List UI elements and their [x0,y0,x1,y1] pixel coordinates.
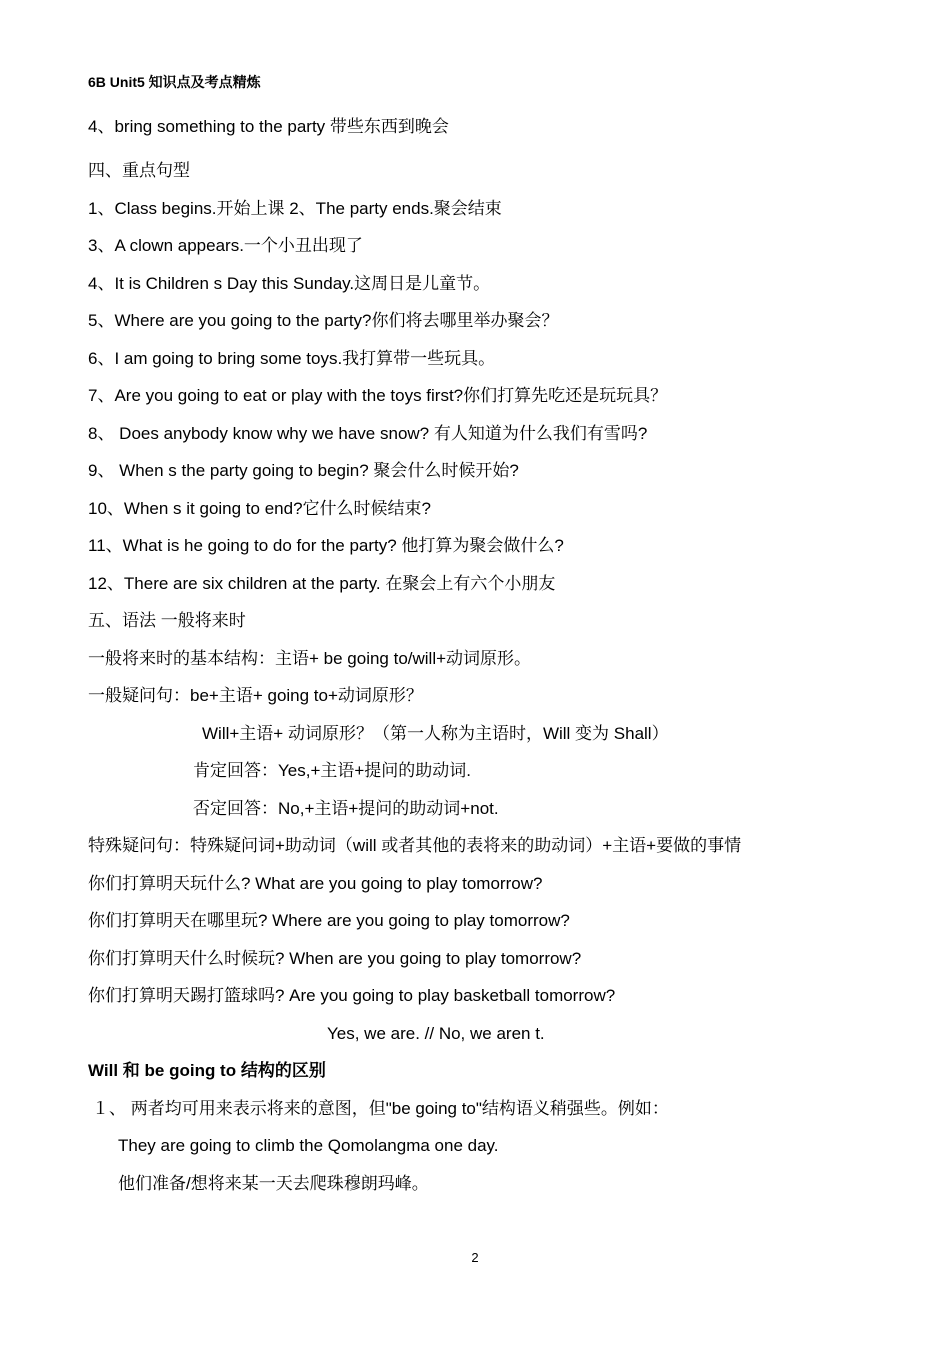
grammar-basic-structure: 一般将来时的基本结构：主语+ be going to/will+动词原形。 [88,649,532,668]
sentence-3: 3、A clown appears.一个小丑出现了 [88,236,363,255]
sentence-7: 7、Are you going to eat or play with the toys first?你们打算先吃还是玩玩具？ [88,386,668,405]
grammar-special-question: 特殊疑问句：特殊疑问词+助动词（will 或者其他的表将来的助动词）+主语+要做的事情 [88,836,742,855]
grammar-positive-answer: 肯定回答：Yes,+主语+提问的助动词. [193,761,472,780]
sentence-8: 8、 Does anybody know why we have snow? 有人知道为什么我们有雪吗? [88,424,648,443]
example-when: 你们打算明天什么时候玩? When are you going to play tomorrow? [88,949,582,968]
sentence-10: 10、When s it going to end?它什么时候结束? [88,499,431,518]
sentence-5: 5、Where are you going to the party?你们将去哪里举办聚会？ [88,311,559,330]
example-where: 你们打算明天在哪里玩? Where are you going to play tomorrow? [88,911,570,930]
grammar-general-question: 一般疑问句：be+主语+ going to+动词原形？ [88,686,423,705]
page-header: 6B Unit5 知识点及考点精炼 [88,74,261,90]
example-english: They are going to climb the Qomolangma one day. [118,1136,499,1155]
grammar-will-question: Will+主语+ 动词原形？（第一人称为主语时，Will 变为 Shall） [202,724,669,743]
example-basketball: 你们打算明天踢打篮球吗? Are you going to play basketball tomorrow? [88,986,616,1005]
section-heading-grammar: 五、语法 一般将来时 [88,611,246,630]
sentence-6: 6、I am going to bring some toys.我打算带一些玩具。 [88,349,496,368]
vocab-item-4: 4、bring something to the party 带些东西到晚会 [88,117,449,136]
example-chinese: 他们准备/想将来某一天去爬珠穆朗玛峰。 [118,1174,429,1193]
heading-will-vs-going-to: Will 和 be going to 结构的区别 [88,1061,326,1080]
example-what: 你们打算明天玩什么? What are you going to play tomorrow? [88,874,543,893]
sentence-11: 11、What is he going to do for the party? 他打算为聚会做什么? [88,536,564,555]
section-heading-key-sentences: 四、重点句型 [88,161,190,180]
sentence-1-2: 1、Class begins.开始上课 2、The party ends.聚会结束 [88,199,502,218]
page-number: 2 [471,1250,479,1265]
sentence-12: 12、There are six children at the party. 在聚会上有六个小朋友 [88,574,556,593]
sentence-4: 4、It is Children s Day this Sunday.这周日是儿童节。 [88,274,491,293]
grammar-negative-answer: 否定回答：No,+主语+提问的助动词+not. [193,799,499,818]
example-answer: Yes, we are. // No, we aren t. [327,1024,545,1043]
sentence-9: 9、 When s the party going to begin? 聚会什么时候开始? [88,461,519,480]
difference-point-1: １、 两者均可用来表示将来的意图，但"be going to"结构语义稍强些。例如： [92,1099,669,1118]
